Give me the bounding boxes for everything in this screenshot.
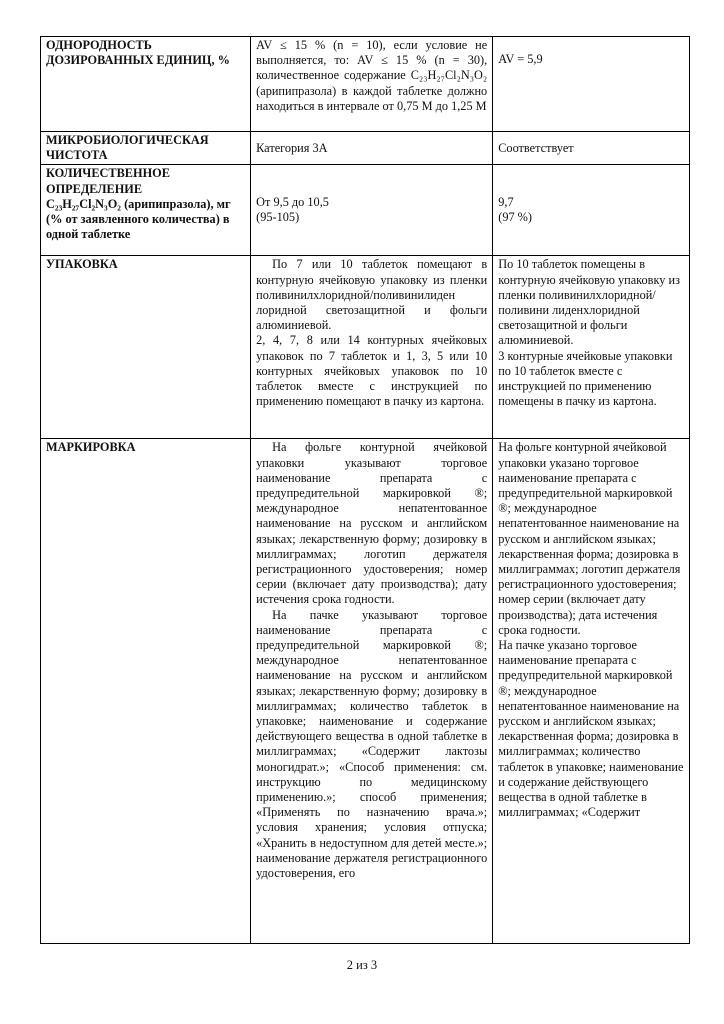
labeling-result — [493, 439, 690, 944]
packaging-res-paragraph-2: 3 контурные ячейковые упаковки по 10 таблеток вместе с инструкцией по применению помещены в пачку из картона. — [498, 348, 673, 409]
page-number: 2 из 3 — [346, 958, 378, 972]
uniformity-requirement — [251, 37, 493, 132]
table-row-labeling — [41, 439, 690, 944]
labeling-name: МАРКИРОВКА — [41, 439, 251, 944]
micro-requirement: Категория 3А — [251, 132, 493, 165]
uniformity-req-text2: (арипипразола) в каждой таблетке должно находиться в интервале от 0,75 M до 1,25 M — [256, 83, 488, 113]
table-row-micro — [41, 132, 690, 165]
packaging-requirement — [251, 256, 493, 439]
packaging-req-paragraph-1: По 7 или 10 таблеток помещают в контурную ячейковую упаковку из пленки поливинилхлоридной/поливинилиден лоридной светозащитной и фольги алюминиевой. — [256, 257, 488, 333]
uniformity-result-value: AV = 5,9 — [498, 52, 543, 66]
table-row-packaging — [41, 256, 690, 439]
assay-req-line1: От 9,5 до 10,5 — [256, 195, 329, 210]
packaging-req-paragraph-2: 2, 4, 7, 8 или 14 контурных ячейковых упаковок по 7 таблеток и 1, 3, 5 или 10 контурных ячейковых упаковок по 10 таблеток вместе с инструкцией по применению помещают в пачку из картона. — [256, 333, 488, 409]
assay-name-formula-line — [46, 197, 245, 212]
labeling-requirement — [251, 439, 493, 944]
assay-name-line1: КОЛИЧЕСТВЕННОЕ ОПРЕДЕЛЕНИЕ — [46, 166, 170, 196]
uniformity-formula: C₂₃H₂₇Cl₂N₃O₂ — [410, 68, 488, 83]
table-row-uniformity — [41, 37, 690, 132]
packaging-name: УПАКОВКА — [41, 256, 251, 439]
assay-result-line2: (97 %) — [498, 210, 533, 225]
assay-result — [493, 165, 690, 256]
packaging-result — [493, 256, 690, 439]
assay-requirement — [251, 165, 493, 256]
assay-result-line1: 9,7 — [498, 195, 514, 210]
uniformity-req-text1: AV ≤ 15 % (n = 10), если условие не выполняется, то: AV ≤ 15 % (n = 30), количественное содержание — [256, 38, 488, 83]
assay-req-line2: (95-105) — [256, 210, 300, 225]
micro-result: Соответствует — [493, 132, 690, 165]
assay-name — [41, 165, 251, 256]
micro-name: МИКРОБИОЛОГИЧЕСКАЯ ЧИСТОТА — [41, 132, 251, 165]
labeling-req-paragraph-2: На пачке указывают торговое наименование препарата с предупредительной маркировкой ®; международное непатентованное наименование на русском и английском языках; лекарственную форму; дозировку в миллиграммах; количество таблеток в упаковке; наименование и содержание действующего вещества в одной таблетке в миллиграммах; «Содержит лактозы моногидрат.»; «Способ применения: см. инструкцию по медицинскому применению.»; способ применения; «Применять по назначению врача.»; условия хранения; условия отпуска; «Хранить в недоступном для детей месте.»; наименование держателя регистрационного удостоверения, его — [256, 607, 488, 881]
assay-name-line2: (арипипразола), мг — [124, 196, 231, 211]
assay-formula: C₂₃H₂₇Cl₂N₃O₂ — [46, 196, 121, 211]
table-row-assay — [41, 165, 690, 256]
uniformity-result — [493, 37, 690, 132]
labeling-res-paragraph-1: На фольге контурной ячейковой упаковки указано торговое наименование препарата с предупредительной маркировкой ®; международное непатентованное наименование на русском и английском языках; лекарственная форма; дозировка в миллиграммах; логотип держателя регистрационного удостоверения; номер серии (включает дату производства); дата истечения срока годности. — [498, 440, 681, 637]
labeling-res-paragraph-2: На пачке указано торговое наименование препарата с предупредительной маркировкой ®; международное непатентованное наименование на русском и английском языках; лекарственная форма; дозировка в миллиграммах; количество таблеток в упаковке; наименование и содержание действующего вещества в одной таблетке в миллиграммах; «Содержит — [498, 638, 684, 820]
packaging-res-paragraph-1: По 10 таблеток помещены в контурную ячейковую упаковку из пленки поливинилхлоридной/поливини лиденхлоридной светозащитной и фольги алюминиевой. — [498, 257, 680, 348]
specification-table — [40, 36, 690, 944]
uniformity-name: ОДНОРОДНОСТЬ ДОЗИРОВАННЫХ ЕДИНИЦ, % — [41, 37, 251, 132]
labeling-req-paragraph-1: На фольге контурной ячейковой упаковки указывают торговое наименование препарата с предупредительной маркировкой ®; международное непатентованное наименование на русском и английском языках; лекарственную форму; дозировку в миллиграммах; логотип держателя регистрационного удостоверения; номер серии (включает дату производства); дату истечения срока годности. — [256, 440, 488, 607]
assay-name-line3: (% от заявленного количества) в одной таблетке — [46, 212, 230, 242]
